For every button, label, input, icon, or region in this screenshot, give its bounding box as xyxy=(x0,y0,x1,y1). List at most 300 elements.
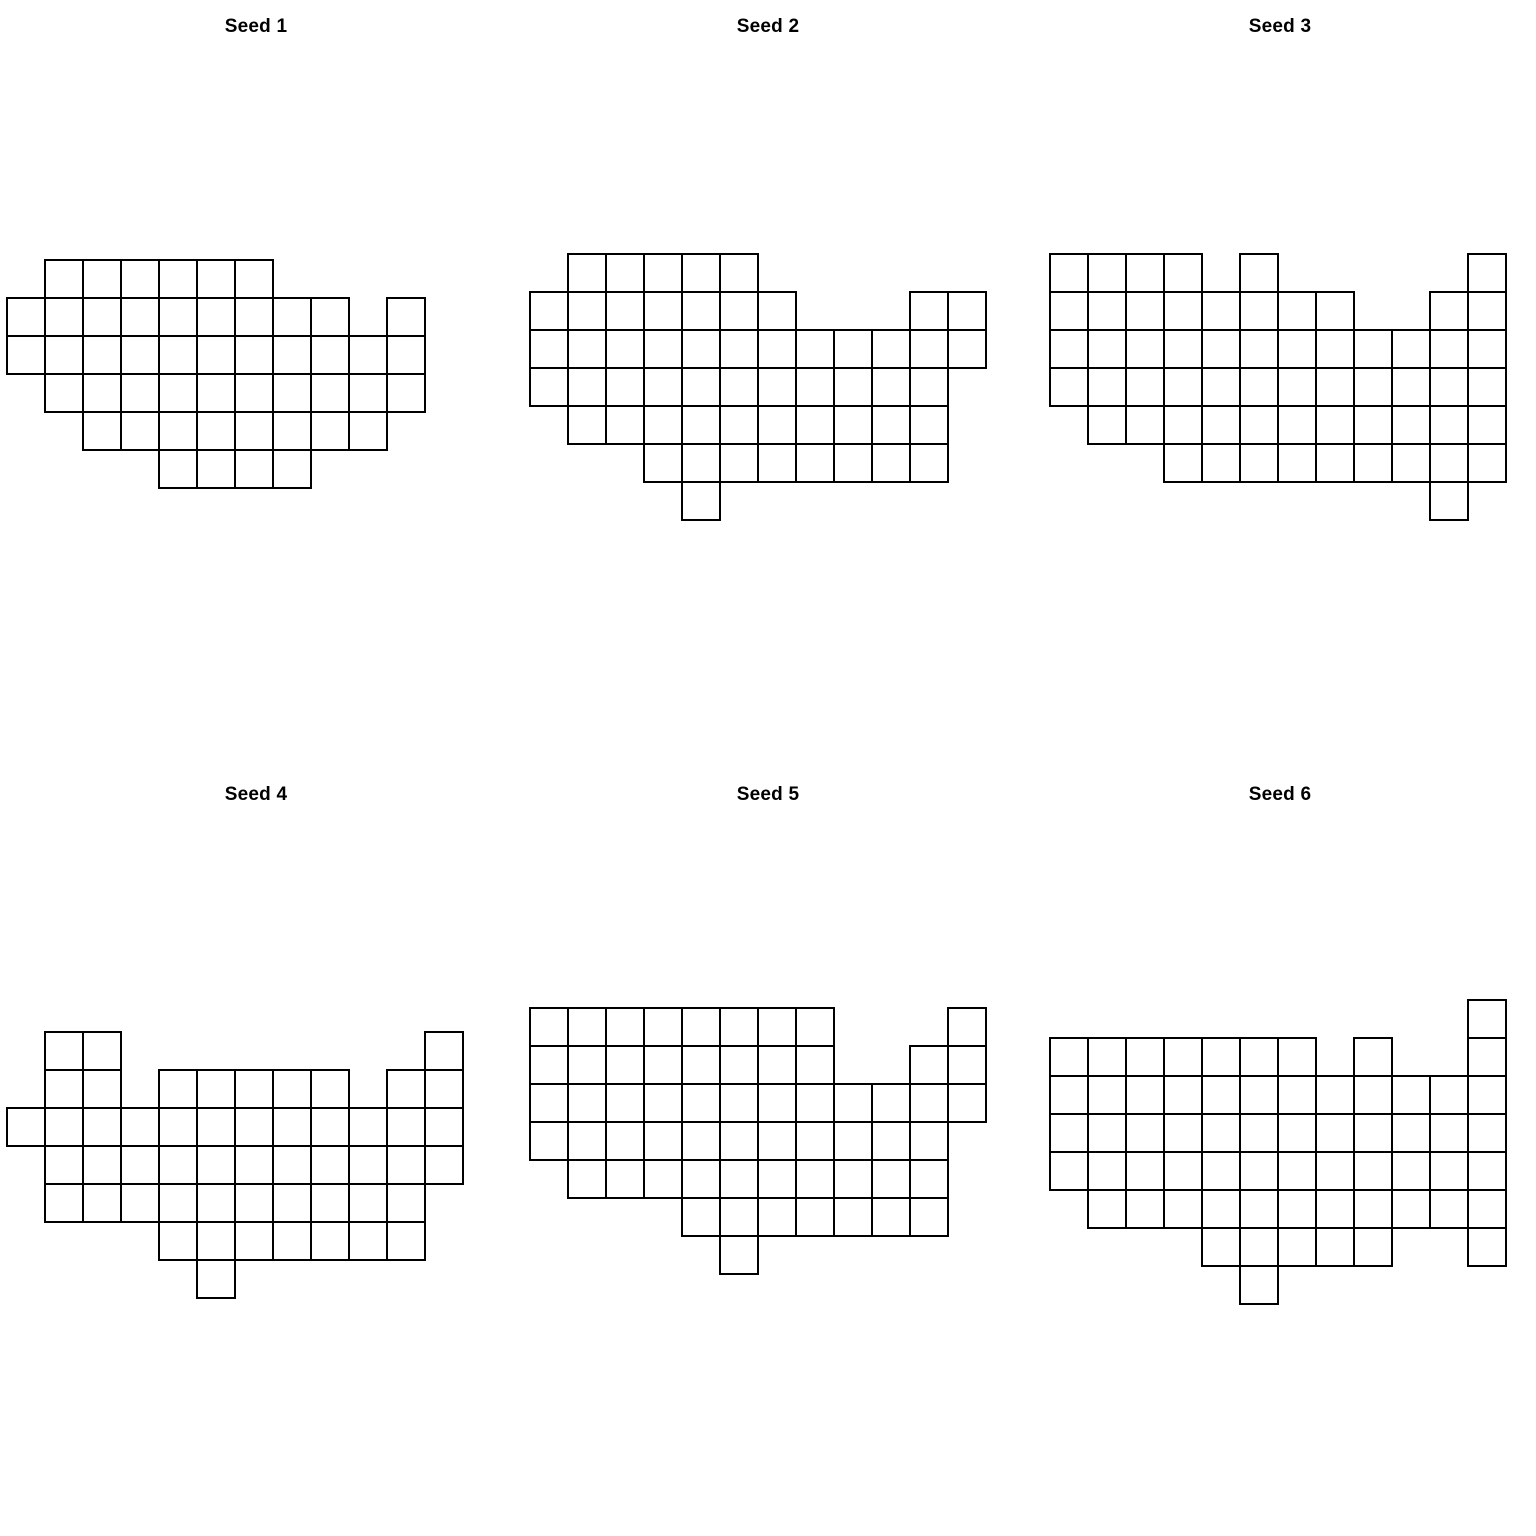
map-cell xyxy=(425,1032,463,1070)
map-cell xyxy=(425,1108,463,1146)
map-cell xyxy=(197,412,235,450)
map-cell xyxy=(568,1084,606,1122)
map-cell xyxy=(425,1070,463,1108)
map-cell xyxy=(159,298,197,336)
map-cell xyxy=(606,292,644,330)
map-cell xyxy=(568,1046,606,1084)
map-cell xyxy=(1240,1190,1278,1228)
map-cell xyxy=(606,1160,644,1198)
map-cell xyxy=(758,1008,796,1046)
map-cell xyxy=(910,406,948,444)
map-cell xyxy=(1164,254,1202,292)
map-cell xyxy=(7,336,45,374)
map-cell xyxy=(1468,254,1506,292)
map-cell xyxy=(1202,1190,1240,1228)
map-cell xyxy=(834,1122,872,1160)
map-cell xyxy=(682,330,720,368)
map-cell xyxy=(159,1070,197,1108)
map-cell xyxy=(1354,406,1392,444)
map-cell xyxy=(1316,368,1354,406)
map-cell xyxy=(1240,1266,1278,1304)
map-cell xyxy=(83,1032,121,1070)
map-cell xyxy=(121,260,159,298)
map-cell xyxy=(1164,444,1202,482)
map-cell xyxy=(796,444,834,482)
map-cell xyxy=(1430,482,1468,520)
map-cell xyxy=(159,1184,197,1222)
map-cell xyxy=(758,330,796,368)
map-cell xyxy=(83,1146,121,1184)
map-cell xyxy=(235,412,273,450)
map-cell xyxy=(1392,368,1430,406)
map-cell xyxy=(1430,1114,1468,1152)
map-cell xyxy=(1202,330,1240,368)
map-cell xyxy=(720,1008,758,1046)
map-cell xyxy=(910,1084,948,1122)
map-cell xyxy=(530,368,568,406)
map-cell xyxy=(1202,368,1240,406)
map-cell xyxy=(796,1084,834,1122)
map-cell xyxy=(796,1046,834,1084)
map-cell xyxy=(1164,1038,1202,1076)
map-cell xyxy=(1278,1228,1316,1266)
map-cell xyxy=(159,1222,197,1260)
map-cell xyxy=(1316,406,1354,444)
map-cell xyxy=(1468,1114,1506,1152)
map-cell xyxy=(197,450,235,488)
map-cell xyxy=(1240,292,1278,330)
map-cell xyxy=(1354,1038,1392,1076)
map-cell xyxy=(235,1108,273,1146)
panel-seed-5 xyxy=(512,768,1024,1536)
map-cell xyxy=(682,1160,720,1198)
map-cell xyxy=(45,260,83,298)
map-cell xyxy=(644,368,682,406)
map-cell xyxy=(1088,330,1126,368)
map-cell xyxy=(349,1108,387,1146)
map-cell xyxy=(796,368,834,406)
map-cell xyxy=(1202,292,1240,330)
map-cell xyxy=(273,450,311,488)
map-cell xyxy=(682,444,720,482)
map-cell xyxy=(910,1198,948,1236)
map-cell xyxy=(796,1122,834,1160)
map-cell xyxy=(1240,406,1278,444)
map-cell xyxy=(83,336,121,374)
map-cell xyxy=(121,336,159,374)
map-cell xyxy=(197,1222,235,1260)
map-cell xyxy=(644,1084,682,1122)
map-cell xyxy=(197,1184,235,1222)
map-cell xyxy=(197,260,235,298)
map-cell xyxy=(1088,1114,1126,1152)
map-cell xyxy=(1164,1076,1202,1114)
map-cell xyxy=(1126,1190,1164,1228)
map-cell xyxy=(872,1198,910,1236)
map-cell xyxy=(159,450,197,488)
map-cell xyxy=(1202,406,1240,444)
map-cell xyxy=(834,1160,872,1198)
map-cell xyxy=(530,1084,568,1122)
map-cell xyxy=(1126,254,1164,292)
map-cell xyxy=(644,1008,682,1046)
map-cell xyxy=(1278,1152,1316,1190)
map-cell xyxy=(1088,1038,1126,1076)
map-cell xyxy=(1088,1076,1126,1114)
map-cell xyxy=(1468,1228,1506,1266)
map-cell xyxy=(273,1146,311,1184)
map-cell xyxy=(235,1070,273,1108)
panel-title: Seed 6 xyxy=(1248,784,1312,805)
map-cell xyxy=(1050,330,1088,368)
map-cell xyxy=(235,374,273,412)
map-cell xyxy=(1088,368,1126,406)
map-cell xyxy=(1278,330,1316,368)
map-cell xyxy=(1316,1190,1354,1228)
panel-title: Seed 1 xyxy=(224,16,288,37)
map-cell xyxy=(197,1260,235,1298)
map-cell xyxy=(197,374,235,412)
map-cell xyxy=(644,406,682,444)
map-cell xyxy=(910,444,948,482)
map-cell xyxy=(910,1046,948,1084)
map-cell xyxy=(349,374,387,412)
map-cell xyxy=(387,1070,425,1108)
map-cell xyxy=(682,1084,720,1122)
map-cell xyxy=(1202,1114,1240,1152)
map-cell xyxy=(1430,330,1468,368)
cell-map-seed-2 xyxy=(512,0,1024,768)
map-cell xyxy=(948,1084,986,1122)
map-cell xyxy=(83,374,121,412)
map-cell xyxy=(1316,444,1354,482)
map-cell xyxy=(311,298,349,336)
map-cell xyxy=(568,1008,606,1046)
map-cell xyxy=(1050,1076,1088,1114)
map-cell xyxy=(1240,444,1278,482)
map-cell xyxy=(311,1070,349,1108)
map-cell xyxy=(1088,1190,1126,1228)
map-cell xyxy=(758,1160,796,1198)
map-cell xyxy=(159,1108,197,1146)
map-cell xyxy=(121,1108,159,1146)
map-cell xyxy=(1126,1152,1164,1190)
map-cell xyxy=(45,298,83,336)
map-cell xyxy=(121,1184,159,1222)
map-cell xyxy=(1126,1076,1164,1114)
map-cell xyxy=(1354,330,1392,368)
map-cell xyxy=(121,1146,159,1184)
map-cell xyxy=(349,336,387,374)
map-cell xyxy=(758,444,796,482)
map-cell xyxy=(872,330,910,368)
map-cell xyxy=(1278,1114,1316,1152)
map-cell xyxy=(796,406,834,444)
map-cell xyxy=(948,330,986,368)
map-cell xyxy=(872,444,910,482)
map-cell xyxy=(644,330,682,368)
map-cell xyxy=(311,1222,349,1260)
map-cell xyxy=(720,1084,758,1122)
map-cell xyxy=(83,260,121,298)
map-cell xyxy=(1354,444,1392,482)
map-cell xyxy=(682,1046,720,1084)
map-cell xyxy=(1354,1190,1392,1228)
map-cell xyxy=(720,330,758,368)
map-cell xyxy=(387,1108,425,1146)
map-cell xyxy=(1240,1076,1278,1114)
map-cell xyxy=(1430,1152,1468,1190)
map-cell xyxy=(796,1198,834,1236)
map-cell xyxy=(1164,406,1202,444)
map-cell xyxy=(1240,1038,1278,1076)
map-cell xyxy=(273,1222,311,1260)
map-cell xyxy=(197,336,235,374)
map-cell xyxy=(1468,444,1506,482)
map-cell xyxy=(235,450,273,488)
map-cell xyxy=(1354,1076,1392,1114)
map-cell xyxy=(834,368,872,406)
cell-map-seed-3 xyxy=(1024,0,1536,768)
map-cell xyxy=(273,412,311,450)
map-cell xyxy=(758,406,796,444)
map-cell xyxy=(1240,368,1278,406)
map-cell xyxy=(1430,1076,1468,1114)
map-cell xyxy=(1050,368,1088,406)
map-cell xyxy=(159,336,197,374)
map-cell xyxy=(311,1146,349,1184)
map-cell xyxy=(1278,1190,1316,1228)
map-cell xyxy=(834,1198,872,1236)
map-cell xyxy=(758,368,796,406)
map-cell xyxy=(1164,1114,1202,1152)
map-cell xyxy=(758,1046,796,1084)
map-cell xyxy=(1088,254,1126,292)
map-cell xyxy=(1468,1076,1506,1114)
map-cell xyxy=(834,1084,872,1122)
map-cell xyxy=(568,292,606,330)
map-cell xyxy=(1050,1038,1088,1076)
map-cell xyxy=(1468,368,1506,406)
map-cell xyxy=(568,1160,606,1198)
map-cell xyxy=(1278,406,1316,444)
map-cell xyxy=(1164,292,1202,330)
map-cell xyxy=(644,1122,682,1160)
map-cell xyxy=(1316,1152,1354,1190)
map-cell xyxy=(1202,1038,1240,1076)
map-cell xyxy=(948,292,986,330)
map-cell xyxy=(121,412,159,450)
map-cell xyxy=(1164,368,1202,406)
cell-map-seed-1 xyxy=(0,0,512,768)
map-cell xyxy=(1240,330,1278,368)
map-cell xyxy=(121,374,159,412)
map-cell xyxy=(1392,330,1430,368)
map-cell xyxy=(568,254,606,292)
map-cell xyxy=(720,444,758,482)
map-cell xyxy=(606,406,644,444)
map-cell xyxy=(387,336,425,374)
map-cell xyxy=(1392,1152,1430,1190)
map-cell xyxy=(349,412,387,450)
map-cell xyxy=(758,1122,796,1160)
map-cell xyxy=(948,1046,986,1084)
map-cell xyxy=(720,1198,758,1236)
map-cell xyxy=(720,1046,758,1084)
map-cell xyxy=(872,406,910,444)
map-cell xyxy=(1202,444,1240,482)
map-cell xyxy=(1240,254,1278,292)
map-cell xyxy=(1392,444,1430,482)
map-cell xyxy=(83,298,121,336)
map-cell xyxy=(273,1108,311,1146)
map-cell xyxy=(682,482,720,520)
map-cell xyxy=(349,1184,387,1222)
map-cell xyxy=(197,298,235,336)
map-cell xyxy=(235,336,273,374)
map-cell xyxy=(83,412,121,450)
map-cell xyxy=(720,1160,758,1198)
map-cell xyxy=(568,1122,606,1160)
map-cell xyxy=(387,1184,425,1222)
map-cell xyxy=(1468,1190,1506,1228)
map-cell xyxy=(45,1070,83,1108)
map-cell xyxy=(872,1160,910,1198)
map-cell xyxy=(910,292,948,330)
map-cell xyxy=(910,1160,948,1198)
map-cell xyxy=(606,1084,644,1122)
map-cell xyxy=(644,1046,682,1084)
map-cell xyxy=(910,1122,948,1160)
map-cell xyxy=(1430,1190,1468,1228)
map-cell xyxy=(1468,406,1506,444)
map-cell xyxy=(720,368,758,406)
map-cell xyxy=(1050,292,1088,330)
map-cell xyxy=(1354,1114,1392,1152)
map-cell xyxy=(606,1122,644,1160)
map-cell xyxy=(159,1146,197,1184)
map-cell xyxy=(644,444,682,482)
map-cell xyxy=(1202,1228,1240,1266)
map-cell xyxy=(682,368,720,406)
map-cell xyxy=(872,1084,910,1122)
map-cell xyxy=(311,1108,349,1146)
map-cell xyxy=(83,1184,121,1222)
map-cell xyxy=(1278,292,1316,330)
map-cell xyxy=(349,1222,387,1260)
map-cell xyxy=(682,1008,720,1046)
map-cell xyxy=(1278,1076,1316,1114)
map-cell xyxy=(834,406,872,444)
map-cell xyxy=(45,374,83,412)
map-cell xyxy=(1278,444,1316,482)
map-cell xyxy=(1430,444,1468,482)
map-cell xyxy=(159,374,197,412)
map-cell xyxy=(682,292,720,330)
map-cell xyxy=(1430,368,1468,406)
panel-title: Seed 3 xyxy=(1248,16,1312,37)
map-cell xyxy=(273,1070,311,1108)
map-cell xyxy=(387,374,425,412)
map-cell xyxy=(1088,1152,1126,1190)
map-cell xyxy=(1278,1038,1316,1076)
map-cell xyxy=(273,336,311,374)
map-cell xyxy=(796,330,834,368)
map-cell xyxy=(1392,1114,1430,1152)
map-cell xyxy=(948,1008,986,1046)
map-cell xyxy=(1050,1152,1088,1190)
map-cell xyxy=(1316,292,1354,330)
map-cell xyxy=(1240,1114,1278,1152)
map-cell xyxy=(235,298,273,336)
map-cell xyxy=(235,1184,273,1222)
map-cell xyxy=(7,298,45,336)
map-cell xyxy=(235,1146,273,1184)
panel-seed-4 xyxy=(0,768,512,1536)
map-cell xyxy=(872,368,910,406)
cell-map-seed-4 xyxy=(0,768,512,1536)
map-cell xyxy=(1468,1038,1506,1076)
map-cell xyxy=(1316,1114,1354,1152)
map-cell xyxy=(387,1222,425,1260)
map-cell xyxy=(235,260,273,298)
panel-title: Seed 4 xyxy=(224,784,288,805)
map-cell xyxy=(273,298,311,336)
map-cell xyxy=(682,1198,720,1236)
map-cell xyxy=(834,330,872,368)
map-cell xyxy=(910,330,948,368)
map-cell xyxy=(568,330,606,368)
map-cell xyxy=(1468,1000,1506,1038)
map-cell xyxy=(45,1032,83,1070)
map-cell xyxy=(1316,1076,1354,1114)
map-cell xyxy=(311,374,349,412)
map-cell xyxy=(1354,1228,1392,1266)
map-cell xyxy=(758,292,796,330)
map-cell xyxy=(1354,368,1392,406)
map-cell xyxy=(796,1160,834,1198)
map-cell xyxy=(606,1008,644,1046)
map-cell xyxy=(644,254,682,292)
map-cell xyxy=(425,1146,463,1184)
map-cell xyxy=(197,1146,235,1184)
map-cell xyxy=(1278,368,1316,406)
map-cell xyxy=(1430,292,1468,330)
map-cell xyxy=(7,1108,45,1146)
map-cell xyxy=(682,406,720,444)
map-cell xyxy=(273,374,311,412)
map-cell xyxy=(834,444,872,482)
map-cell xyxy=(910,368,948,406)
map-cell xyxy=(796,1008,834,1046)
map-cell xyxy=(1050,1114,1088,1152)
map-cell xyxy=(606,368,644,406)
map-cell xyxy=(530,1008,568,1046)
map-cell xyxy=(1126,368,1164,406)
map-cell xyxy=(1468,330,1506,368)
map-cell xyxy=(1392,1190,1430,1228)
map-cell xyxy=(197,1070,235,1108)
map-cell xyxy=(349,1146,387,1184)
map-cell xyxy=(1316,330,1354,368)
map-cell xyxy=(1126,330,1164,368)
map-cell xyxy=(311,412,349,450)
cell-map-seed-6 xyxy=(1024,768,1536,1536)
cell-map-seed-5 xyxy=(512,768,1024,1536)
map-cell xyxy=(758,1198,796,1236)
map-cell xyxy=(720,1122,758,1160)
map-cell xyxy=(720,292,758,330)
